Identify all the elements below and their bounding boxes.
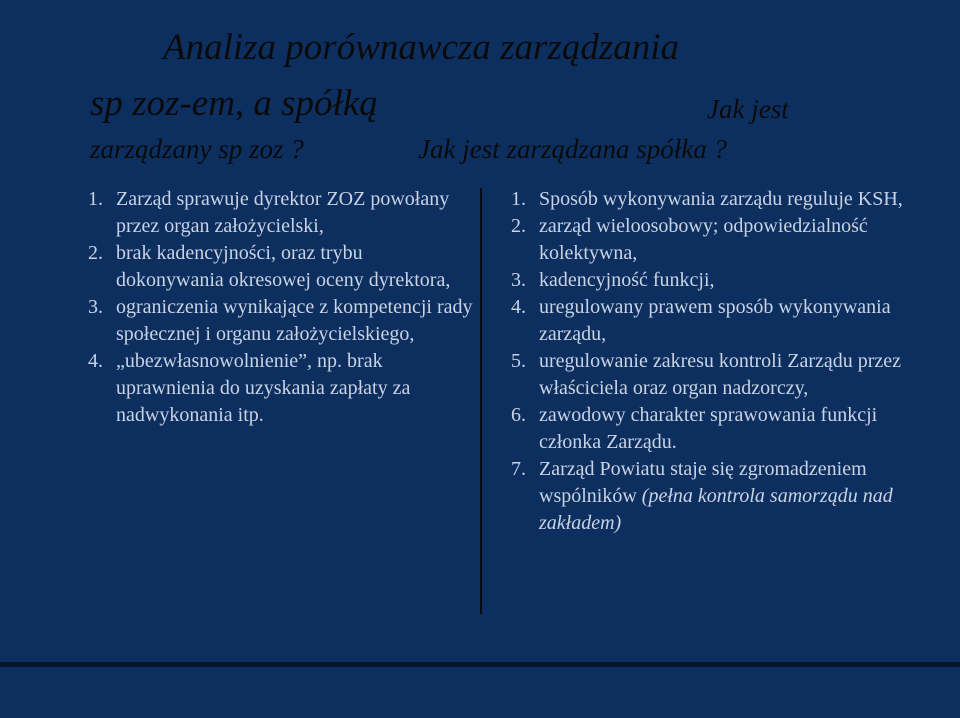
list-item <box>511 294 931 348</box>
list-item <box>88 186 473 240</box>
item-text: zawodowy charakter sprawowania funkcji członka Zarządu. <box>539 404 878 453</box>
item-text: ograniczenia wynikające z kompetencji rady społecznej i organu założycielskiego, <box>116 296 473 345</box>
slide-title-line1: Analiza porównawcza zarządzania <box>163 27 680 68</box>
item-number: 3. <box>88 296 103 318</box>
item-number: 6. <box>511 404 526 426</box>
item-text: Zarząd Powiatu staje się zgromadzeniem wspólników <box>539 458 867 507</box>
item-text-wrap <box>539 456 931 537</box>
item-number: 3. <box>511 269 526 291</box>
item-text: kadencyjność funkcji, <box>539 269 715 291</box>
item-number: 4. <box>88 350 103 372</box>
item-italic-note: (pełna kontrola samorządu nad zakładem) <box>539 485 893 534</box>
item-text: Zarząd sprawuje dyrektor ZOZ powołany przez organ założycielski, <box>116 188 450 237</box>
item-number: 7. <box>511 458 526 480</box>
list-item <box>511 186 931 213</box>
list-item <box>88 240 473 294</box>
item-text: Sposób wykonywania zarządu reguluje KSH, <box>539 188 903 210</box>
right-list <box>511 186 931 537</box>
footer-bar <box>0 662 960 667</box>
item-text: zarząd wieloosobowy; odpowiedzialność kolektywna, <box>539 215 868 264</box>
left-list <box>88 186 473 429</box>
slide-title-line2: sp zoz-em, a spółką <box>90 83 378 124</box>
item-number: 1. <box>88 188 103 210</box>
question-right-top: Jak jest <box>707 94 789 124</box>
item-text: brak kadencyjności, oraz trybu dokonywania okresowej oceny dyrektora, <box>116 242 451 291</box>
list-item <box>511 267 931 294</box>
list-item <box>511 213 931 267</box>
list-item <box>88 294 473 348</box>
question-left: zarządzany sp zoz ? <box>90 134 304 164</box>
list-item <box>511 456 931 537</box>
list-item <box>511 402 931 456</box>
item-text: „ubezwłasnowolnienie”, np. brak uprawnienia do uzyskania zapłaty za nadwykonania itp. <box>116 350 411 426</box>
item-number: 2. <box>511 215 526 237</box>
item-number: 1. <box>511 188 526 210</box>
item-number: 4. <box>511 296 526 318</box>
question-right: Jak jest zarządzana spółka ? <box>418 134 727 164</box>
list-item <box>88 348 473 429</box>
list-item <box>511 348 931 402</box>
item-number: 5. <box>511 350 526 372</box>
column-divider <box>480 188 482 614</box>
item-text: uregulowany prawem sposób wykonywania zarządu, <box>539 296 891 345</box>
item-number: 2. <box>88 242 103 264</box>
item-text: uregulowanie zakresu kontroli Zarządu przez właściciela oraz organ nadzorczy, <box>539 350 902 399</box>
